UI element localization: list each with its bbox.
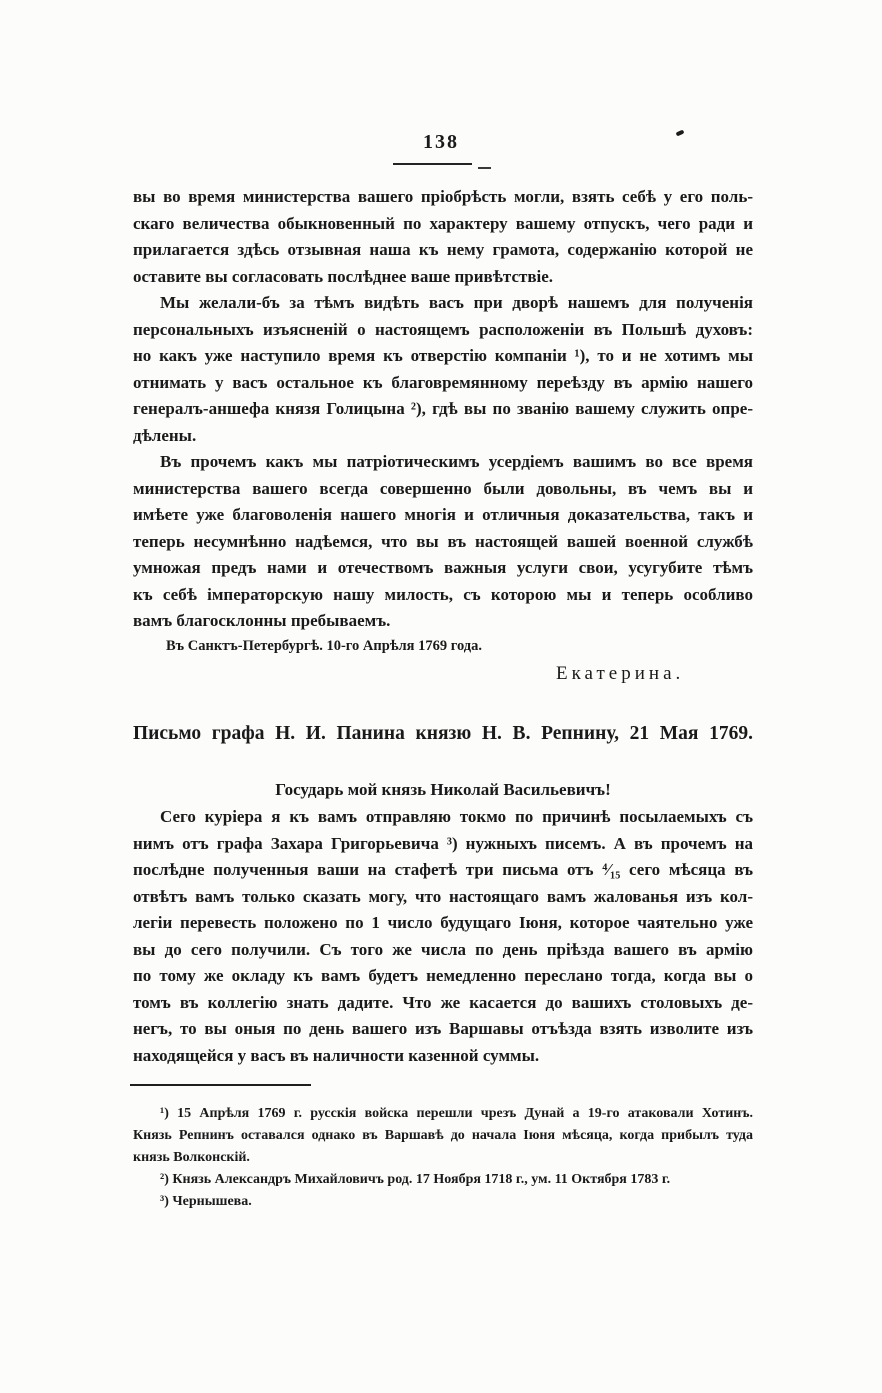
text-line: томъ въ коллегію знать дадите. Что же касается до вашихъ столовыхъ де- [133,992,753,1012]
text-line: вамъ благосклонны пребываемъ. [133,611,391,630]
footnote-line: ²) Князь Александръ Михайловичъ род. 17 Ноября 1718 г., ум. 11 Октября 1783 г. [160,1172,671,1187]
dateline: Въ Санктъ-Петербургѣ. 10-го Апрѣля 1769 года. [166,638,482,654]
text-line: вы во время министерства вашего пріобрѣсть могли, взять себѣ у его поль- [133,187,753,206]
letter-heading [133,719,753,749]
text-line: негъ, то вы оныя по день вашего изъ Варшавы отъѣзда взять изволите изъ [133,1019,753,1038]
text-line: прилагается здѣсь отзывная наша къ нему грамота, содержанію которой не [133,240,753,259]
text-line: Сего куріера я къ вамъ отправляю токмо по причинѣ посылаемыхъ съ [160,807,753,826]
footnote-line: ³) Чернышева. [160,1194,252,1209]
paragraph [133,804,753,1069]
text-line: къ себѣ імператорскую нашу милость, съ которою мы и теперь особливо [133,584,753,604]
text-line: оставите вы согласовать послѣднее ваше привѣтствіе. [133,266,554,286]
paragraph [133,449,753,635]
text-line: имѣете уже благоволенія нашего многія и отличныя доказательства, такъ и [133,505,753,524]
text-line: по тому же окладу къ вамъ будетъ немедленно переслано тогда, когда вы о [133,966,753,985]
footnote-line: князь Волконскій. [133,1150,250,1165]
page-header [0,129,882,155]
text-line: генералъ-аншефа князя Голицына ²), гдѣ вы по званію вашему служить опре- [133,399,753,418]
footnote [133,1103,753,1169]
paragraph [133,290,753,449]
footnote [133,1169,753,1191]
footnote [133,1191,753,1213]
page-number-dash [478,167,491,169]
footnote-line: ¹) 15 Апрѣля 1769 г. русскія войска перешли чрезъ Дунай а 19-го атаковали Хотинъ. [160,1106,753,1121]
text-line: нимъ отъ графа Захара Григорьевича ³) нужныхъ писемъ. А въ прочемъ на [133,833,753,853]
salutation: Государь мой князь Николай Васильевичъ! [275,780,611,799]
text-line: но какъ уже наступило время къ отверстію компаніи ¹), то и не хотимъ мы [133,346,753,365]
text-line: скаго величества обыкновенный по характеру вашему отпускъ, чего ради и [133,213,753,233]
text-line: дѣлены. [133,425,197,445]
footnote-line: Князь Репнинъ оставался однако въ Варшавѣ до начала Іюня мѣсяца, когда прибылъ туда [133,1128,753,1143]
text-line: теперь несумнѣнно надѣемся, что вы въ настоящей вашей военной службѣ [133,531,753,551]
text-line: министерства вашего всегда совершенно были довольны, въ чемъ вы и [133,478,753,498]
page-number-rule [393,163,472,165]
text-line: Мы желали-бъ за тѣмъ видѣть васъ при дворѣ нашемъ для полученія [160,293,753,312]
footnote-separator-rule [130,1084,311,1086]
text-line: умножая предъ нами и отечествомъ важныя услуги свои, усугубите тѣмъ [133,558,753,577]
paragraph-continuation [133,184,753,290]
text-line: отвѣтъ вамъ только сказать могу, что настоящаго вамъ жалованья изъ кол- [133,886,753,906]
signature: Екатерина. [556,663,685,684]
text-line: легіи перевесть положено по 1 число будущаго Іюня, которое чаятельно уже [133,913,753,932]
text-line: вы до сего получили. Съ того же числа по день пріѣзда вашего въ армію [133,939,753,959]
heading-line: Письмо графа Н. И. Панина князю Н. В. Репнину, 21 Мая 1769. [133,723,753,744]
text-line: находящейся у васъ въ наличности казенной суммы. [133,1045,540,1065]
text-line: послѣдне полученныя ваши на стафетѣ три письма отъ ⁴⁄₁₅ сего мѣсяца въ [133,860,753,879]
text-line: персональныхъ изъясненій о настоящемъ расположеніи въ Польшѣ духовъ: [133,319,753,339]
page-number: 138 [423,131,459,153]
text-line: отнимать у васъ остальное къ благовремянному переѣзду въ армію нашего [133,372,753,392]
text-line: Въ прочемъ какъ мы патріотическимъ усердіемъ вашимъ во все время [160,452,753,471]
